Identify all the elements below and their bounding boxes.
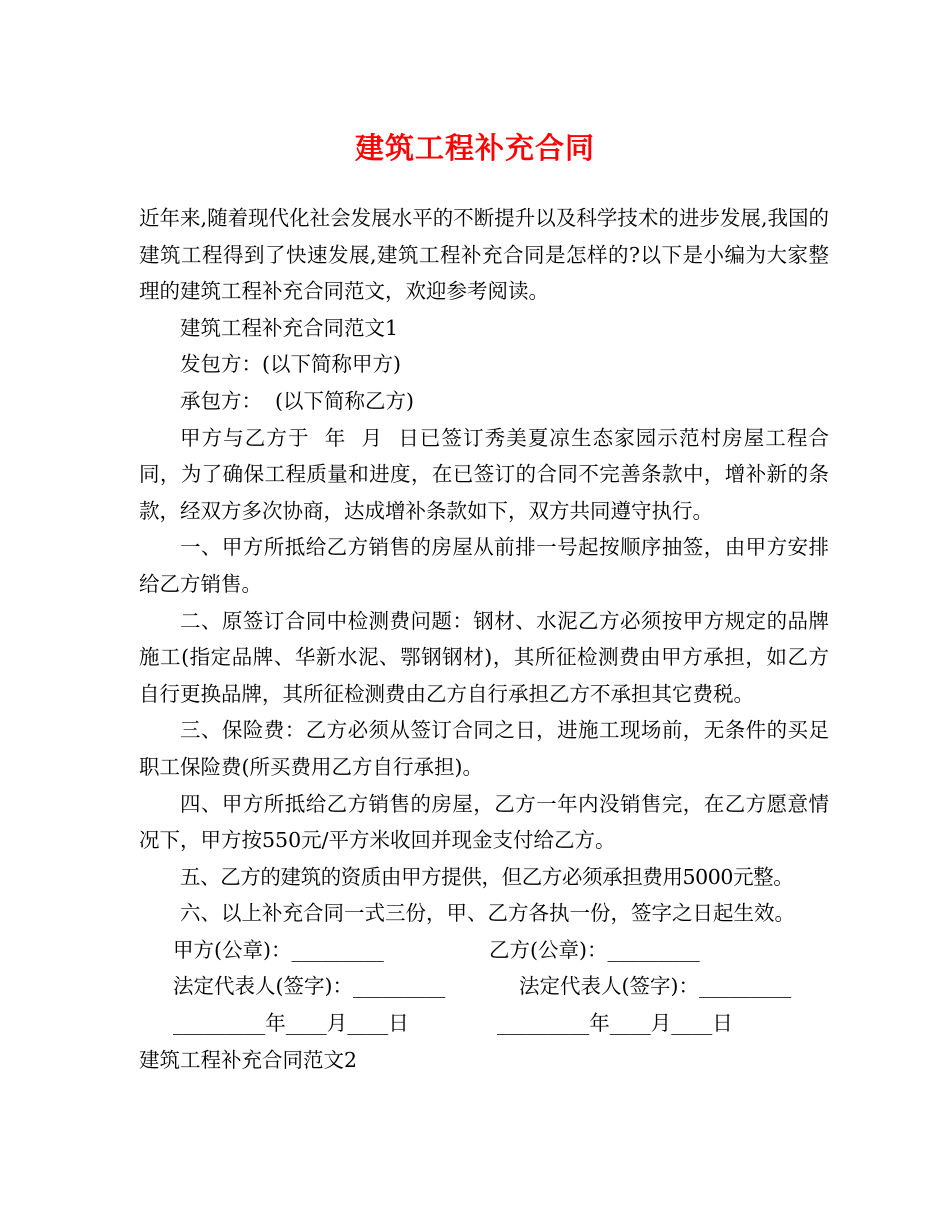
intro-paragraph: 近年来,随着现代化社会发展水平的不断提升以及科学技术的进步发展,我国的建筑工程得到了快速发展,建筑工程补充合同是怎样的?以下是小编为大家整理的建筑工程补充合同范文，欢迎参考阅读。 bbox=[139, 206, 829, 304]
party-b-representative: 法定代表人(签字)：_________ bbox=[519, 974, 792, 999]
clause-3: 三、保险费：乙方必须从签订合同之日，进施工现场前，无条件的买足职工保险费(所买费用乙方自行承担)。 bbox=[139, 718, 829, 779]
signature-row-rep bbox=[139, 968, 829, 1005]
clause-4: 四、甲方所抵给乙方销售的房屋，乙方一年内没销售完，在乙方愿意情况下，甲方按550元/平方米收回并现金支付给乙方。 bbox=[139, 791, 829, 853]
clause-2: 二、原签订合同中检测费问题：钢材、水泥乙方必须按甲方规定的品牌施工(指定品牌、华新水泥、鄂钢钢材)，其所征检测费由甲方承担，如乙方自行更换品牌，其所征检测费由乙方自行承担乙方不承担其它费税。 bbox=[139, 608, 829, 706]
party-a-date: _________年____月____日 bbox=[173, 1011, 409, 1036]
sample-1-heading: 建筑工程补充合同范文1 bbox=[180, 315, 399, 340]
party-a-seal: 甲方(公章)：_________ bbox=[173, 937, 384, 962]
signature-row-seal bbox=[139, 932, 829, 969]
party-b-date: _________年____月____日 bbox=[497, 1011, 733, 1036]
clause-1: 一、甲方所抵给乙方销售的房屋从前排一号起按顺序抽签，由甲方安排给乙方销售。 bbox=[139, 535, 829, 596]
preamble-paragraph: 甲方与乙方于 年 月 日已签订秀美夏凉生态家园示范村房屋工程合同，为了确保工程质量和进度，在已签订的合同不完善条款中，增补新的条款，经双方多次协商，达成增补条款如下，双方共同遵守执行。 bbox=[139, 425, 829, 523]
clause-5: 五、乙方的建筑的资质由甲方提供，但乙方必须承担费用5000元整。 bbox=[180, 864, 794, 889]
party-a-representative: 法定代表人(签字)：_________ bbox=[173, 974, 446, 999]
party-b-seal: 乙方(公章)：_________ bbox=[489, 937, 700, 962]
clause-6: 六、以上补充合同一式三份，甲、乙方各执一份，签字之日起生效。 bbox=[180, 901, 795, 926]
sample-2-heading: 建筑工程补充合同范文2 bbox=[139, 1047, 358, 1072]
party-a-line: 发包方：(以下简称甲方) bbox=[180, 352, 401, 377]
signature-row-date bbox=[139, 1005, 829, 1042]
document-body bbox=[139, 200, 829, 1078]
party-b-line: 承包方： (以下简称乙方) bbox=[180, 388, 415, 413]
document-title: 建筑工程补充合同 bbox=[354, 131, 595, 165]
